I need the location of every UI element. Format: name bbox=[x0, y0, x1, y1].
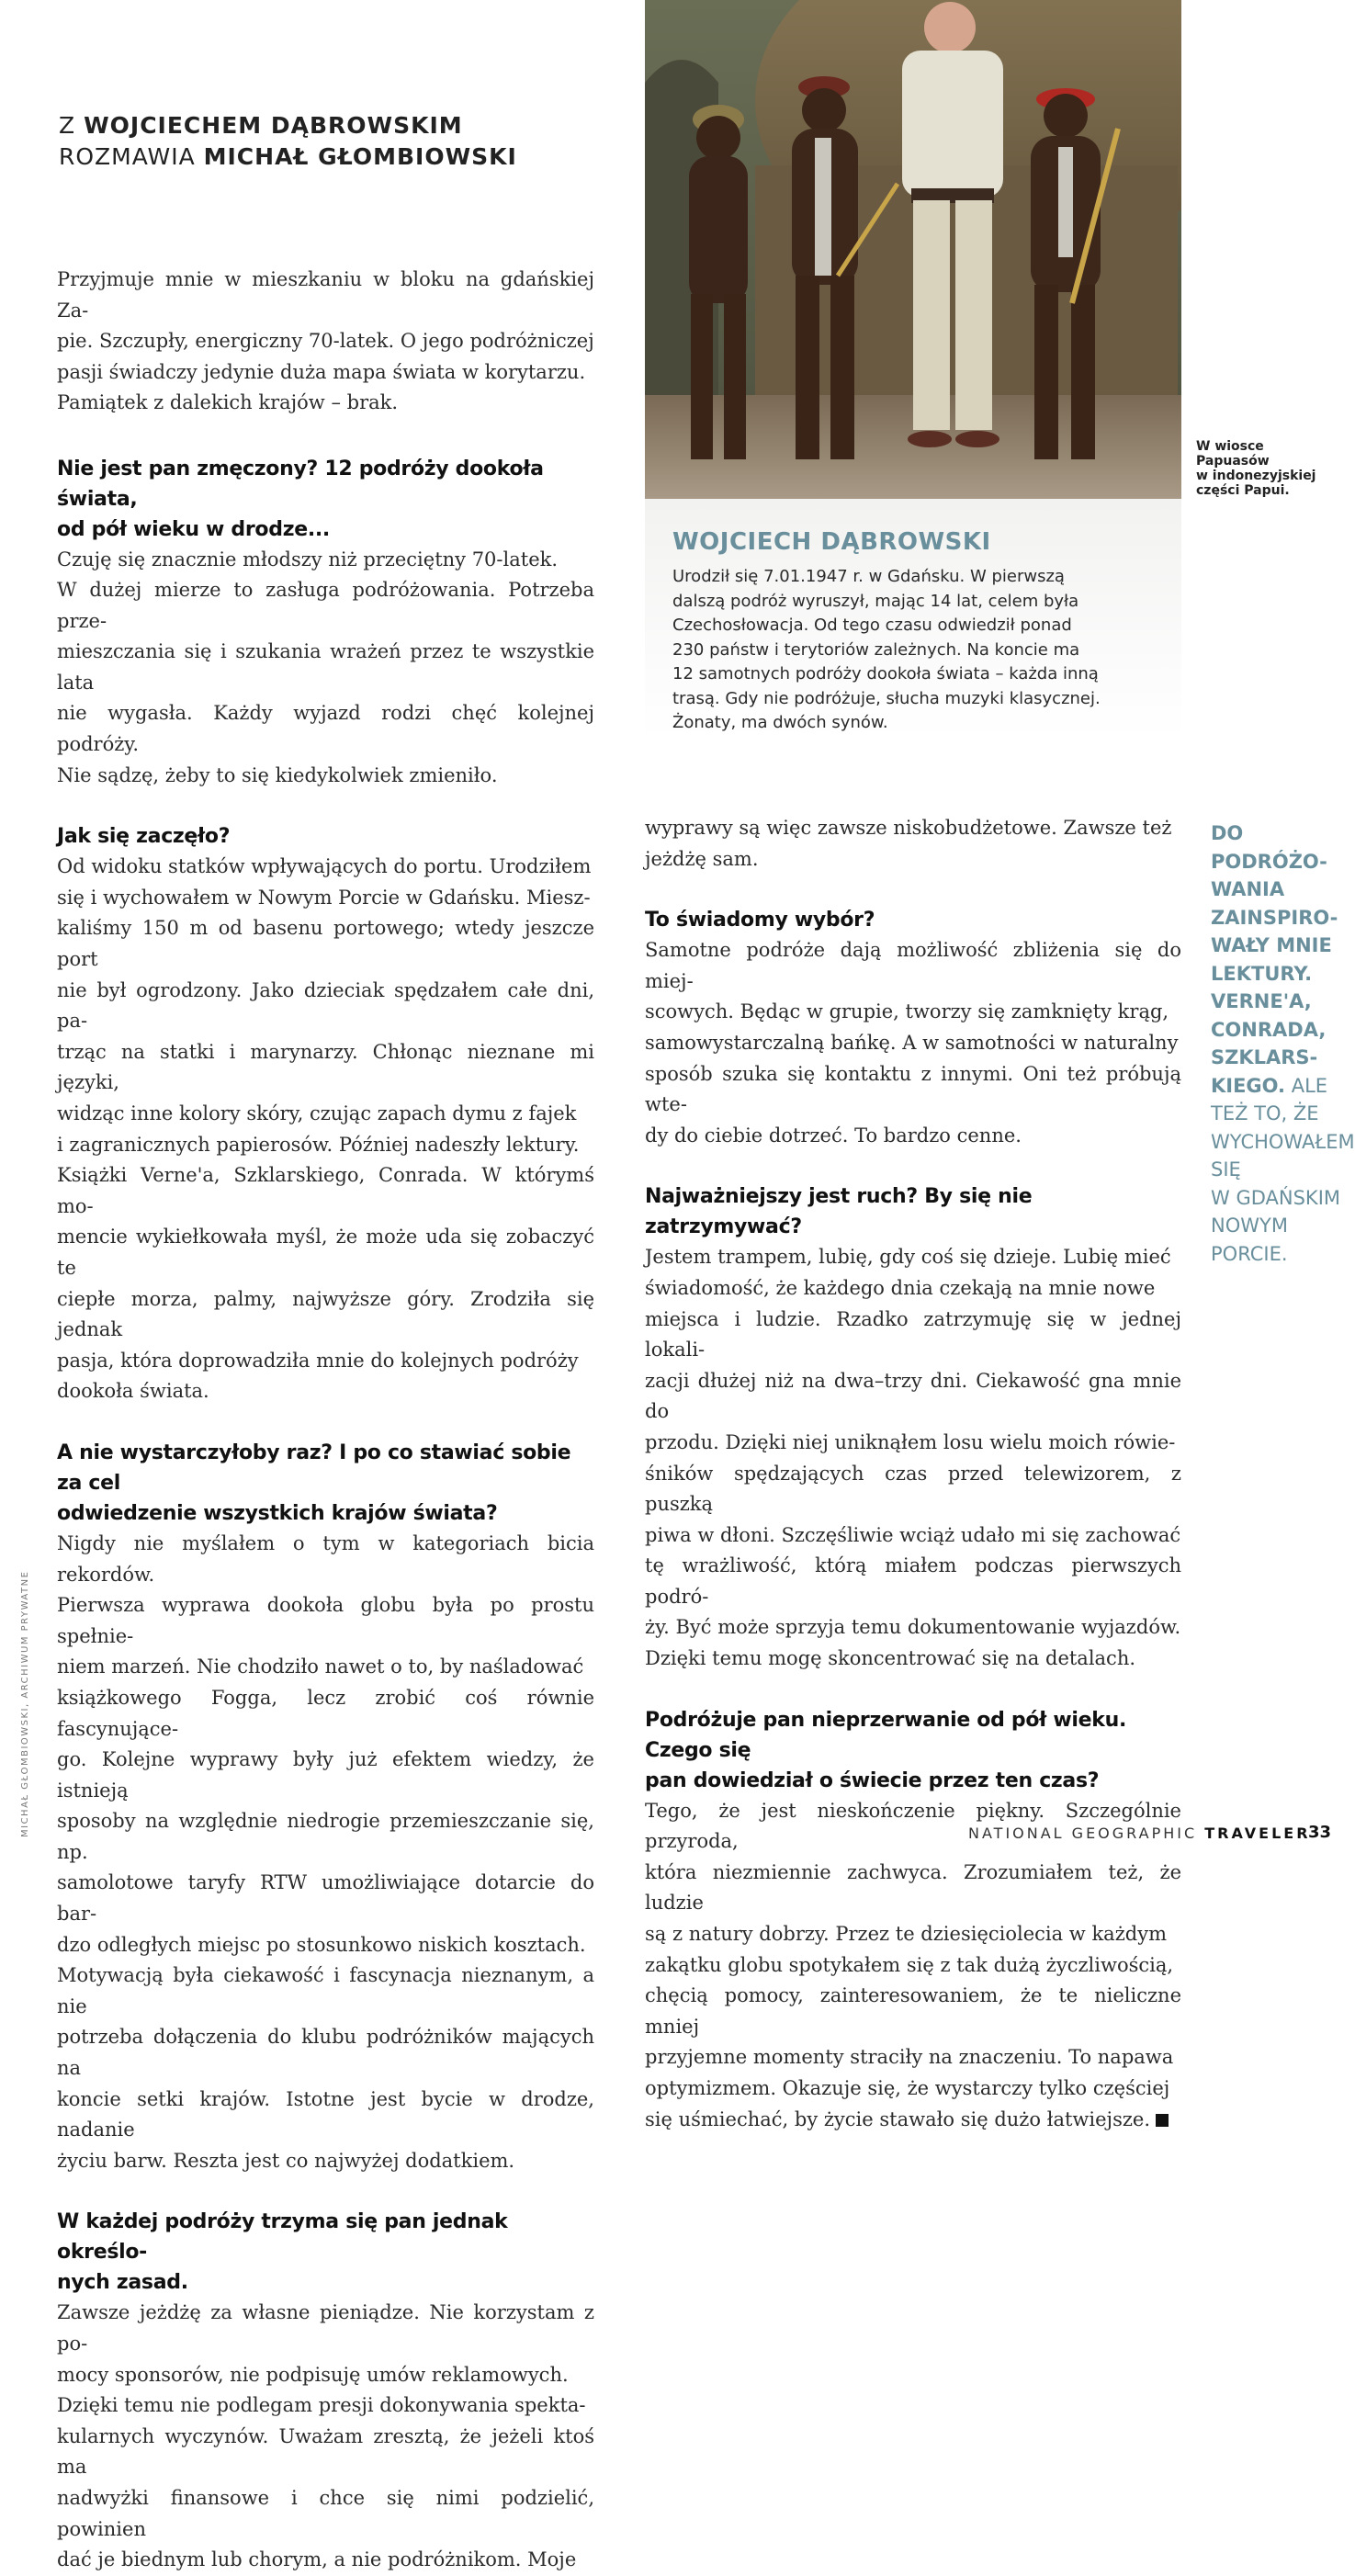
pull-quote-line bbox=[1211, 1072, 1349, 1101]
answer-line: Pierwsza wyprawa dookoła globu była po prostu spełnie- bbox=[57, 1594, 594, 1647]
answer-line: nie wygasła. Każdy wyjazd rodzi chęć kolejnej podróży. bbox=[57, 702, 594, 756]
caption-line: W wiosce bbox=[1196, 439, 1264, 454]
answer-line: która niezmiennie zachwyca. Zrozumiałem też, że ludzie bbox=[645, 1860, 1181, 1915]
answer-line: świadomość, że każdego dnia czekają na mnie nowe bbox=[645, 1276, 1156, 1299]
answer-line: są z natury dobrzy. Przez te dziesięciolecia w każdym bbox=[645, 1923, 1167, 1946]
answer-line: trząc na statki i marynarzy. Chłonąc nieznane mi języki, bbox=[57, 1040, 594, 1094]
lead-paragraph bbox=[57, 265, 594, 419]
photo-illustration bbox=[645, 0, 1181, 499]
byline-line-2 bbox=[59, 141, 517, 173]
question-heading: od pół wieku w drodze... bbox=[57, 517, 330, 541]
answer-line: samowystarczalną bańkę. A w samotności w naturalny bbox=[645, 1031, 1179, 1054]
caption-line: części Papui. bbox=[1196, 483, 1290, 498]
answer-line: Nie sądzę, żeby to się kiedykolwiek zmieniło. bbox=[57, 763, 498, 786]
answer-line: sposoby na względnie niedrogie przemieszczanie się, np. bbox=[57, 1810, 594, 1863]
answer-line: W dużej mierze to zasługa podróżowania. Potrzeba prze- bbox=[57, 579, 594, 632]
answer-line: dać je biednym lub chorym, a nie podróżnikom. Moje bbox=[57, 2548, 577, 2571]
answer-line: nadwyżki finansowe i chce się nimi podzielić, powinien bbox=[57, 2486, 594, 2540]
answer-line: widząc inne kolory skóry, czując zapach dymu z fajek bbox=[57, 1102, 577, 1124]
answer-line: niem marzeń. Nie chodziło nawet o to, by naśladować bbox=[57, 1655, 584, 1678]
bio-line: Żonaty, ma dwóch synów. bbox=[672, 713, 888, 732]
pull-quote-line: WYCHOWAŁEM bbox=[1211, 1130, 1355, 1153]
pull-quote-line: WANIA bbox=[1211, 878, 1285, 900]
byline-line-1 bbox=[59, 110, 517, 141]
answer-line: chęcią pomocy, zainteresowaniem, że te nieliczne mniej bbox=[645, 1984, 1181, 2038]
bio-line: 230 państw i terytoriów zależnych. Na koncie ma bbox=[672, 639, 1080, 660]
answer-line: kularnych wyczynów. Uważam zresztą, że jeżeli ktoś ma bbox=[57, 2424, 594, 2479]
answer-line: Motywacją była ciekawość i fascynacja nieznanym, a nie bbox=[57, 1964, 594, 2017]
question-heading: To świadomy wybór? bbox=[645, 909, 875, 932]
answer-line: Czuję się znacznie młodszy niż przeciętny 70-latek. bbox=[57, 548, 559, 571]
photo-credit: MICHAŁ GŁOMBIOWSKI, ARCHIWUM PRYWATNE bbox=[20, 1570, 30, 1837]
pull-quote-text: KIEGO. bbox=[1211, 1074, 1286, 1097]
pull-quote-line: CONRADA, bbox=[1211, 1018, 1327, 1041]
pull-quote-line: LEKTURY. bbox=[1211, 962, 1313, 985]
answer-line: się i wychowałem w Nowym Porcie w Gdańsku. Miesz- bbox=[57, 886, 591, 909]
answer-line: koncie setki krajów. Istotne jest bycie w drodze, nadanie bbox=[57, 2087, 594, 2141]
question-heading: Jak się zaczęło? bbox=[57, 825, 231, 849]
pull-quote-line: NOWYM bbox=[1211, 1215, 1288, 1237]
article-column-middle bbox=[645, 813, 1181, 2135]
bio-line: 12 samotnych podróży dookoła świata – każda inną bbox=[672, 664, 1099, 684]
bio-line: trasą. Gdy nie podróżuje, słucha muzyki klasycznej. bbox=[672, 688, 1101, 708]
pull-quote-line: SIĘ bbox=[1211, 1158, 1241, 1181]
answer-line: potrzeba dołączenia do klubu podróżników mających na bbox=[57, 2026, 594, 2080]
answer-line-final bbox=[645, 2105, 1181, 2136]
byline-prefix: ROZMAWIA bbox=[59, 143, 204, 170]
answer-line: Zawsze jeżdżę za własne pieniądze. Nie korzystam z po- bbox=[57, 2301, 594, 2355]
answer-line: zakątku globu spotykałem się z tak dużą życzliwością, bbox=[645, 1953, 1174, 1976]
pull-quote-line: W GDAŃSKIM bbox=[1211, 1186, 1341, 1209]
lead-line: Przyjmuje mnie w mieszkaniu w bloku na gdańskiej Za- bbox=[57, 268, 594, 322]
question-heading: nych zasad. bbox=[57, 2271, 188, 2295]
answer-line: sposób szuka się kontaktu z innymi. Oni też próbują wte- bbox=[645, 1062, 1181, 1116]
pull-quote-line: PORCIE. bbox=[1211, 1242, 1288, 1265]
answer-line: nie był ogrodzony. Jako dzieciak spędzałem całe dni, pa- bbox=[57, 978, 594, 1033]
bio-line: Urodził się 7.01.1947 r. w Gdańsku. W pierwszą bbox=[672, 567, 1065, 586]
answer-line: Dzięki temu mogę skoncentrować się na detalach. bbox=[645, 1647, 1136, 1670]
question-heading: odwiedzenie wszystkich krajów świata? bbox=[57, 1501, 498, 1525]
pull-quote-line: WAŁY MNIE bbox=[1211, 934, 1332, 956]
bio-title: WOJCIECH DĄBROWSKI bbox=[672, 528, 991, 556]
answer-line: scowych. Będąc w grupie, tworzy się zamknięty krąg, bbox=[645, 1000, 1169, 1023]
interviewer-name: MICHAŁ GŁOMBIOWSKI bbox=[203, 143, 517, 170]
answer-line: książkowego Fogga, lecz zrobić coś równie fascynujące- bbox=[57, 1686, 594, 1740]
answer-line: przodu. Dzięki niej uniknąłem losu wielu moich rówie- bbox=[645, 1430, 1176, 1453]
lead-line: Pamiątek z dalekich krajów – brak. bbox=[57, 391, 399, 413]
article-column-left bbox=[57, 265, 594, 2576]
footer bbox=[968, 1825, 1311, 1842]
photo-caption bbox=[1196, 439, 1334, 498]
answer-line: Nigdy nie myślałem o tym w kategoriach bicia rekordów. bbox=[57, 1531, 594, 1586]
answer-line: Jestem trampem, lubię, gdy coś się dzieje. Lubię mieć bbox=[645, 1246, 1171, 1269]
answer-line: dy do ciebie dotrzeć. To bardzo cenne. bbox=[645, 1124, 1022, 1147]
answer-line: ży. Być może sprzyja temu dokumentowanie wyjazdów. bbox=[645, 1616, 1181, 1639]
answer-line: Samotne podróże dają możliwość zbliżenia się do miej- bbox=[645, 939, 1181, 992]
answer-line: mocy sponsorów, nie podpisuję umów reklamowych. bbox=[57, 2363, 569, 2386]
byline-prefix: Z bbox=[59, 112, 85, 139]
interviewee-name: WOJCIECHEM DĄBROWSKIM bbox=[84, 112, 463, 139]
answer-line: przyjemne momenty straciły na znaczeniu. To napawa bbox=[645, 2046, 1174, 2069]
answer-line: optymizmem. Okazuje się, że wystarczy tylko częściej bbox=[645, 2077, 1170, 2099]
answer-line: tę wrażliwość, którą miałem podczas pierwszych podró- bbox=[645, 1554, 1181, 1608]
answer-line: pasja, która doprowadziła mnie do kolejnych podróży bbox=[57, 1349, 579, 1372]
answer-line: dookoła świata. bbox=[57, 1380, 209, 1403]
answer-line: wyprawy są więc zawsze niskobudżetowe. Zawsze też bbox=[645, 817, 1172, 839]
answer-line: ciepłe morza, palmy, najwyższe góry. Zrodziła się jednak bbox=[57, 1287, 594, 1341]
caption-line: w indonezyjskiej bbox=[1196, 469, 1316, 483]
pull-quote-line: TEŻ TO, ŻE bbox=[1211, 1102, 1319, 1124]
magazine-name: NATIONAL GEOGRAPHIC bbox=[968, 1825, 1205, 1842]
bio-box bbox=[672, 528, 1132, 736]
answer-text: się uśmiechać, by życie stawało się dużo łatwiejsze. bbox=[645, 2107, 1151, 2130]
question-heading: Nie jest pan zmęczony? 12 podróży dookoła świata, bbox=[57, 457, 544, 511]
answer-line: mencie wykiełkowała myśl, że może uda się zobaczyć te bbox=[57, 1226, 594, 1279]
answer-line: piwa w dłoni. Szczęśliwie wciąż udało mi się zachować bbox=[645, 1523, 1181, 1546]
answer-line: samolotowe taryfy RTW umożliwiające dotarcie do bar- bbox=[57, 1871, 594, 1926]
answer-line: mieszczania się i szukania wrażeń przez te wszystkie lata bbox=[57, 640, 594, 694]
pull-quote-line: DO bbox=[1211, 822, 1244, 844]
answer-line: śników spędzających czas przed telewizorem, z puszką bbox=[645, 1462, 1181, 1516]
magazine-brand: TRAVELER bbox=[1204, 1825, 1311, 1842]
answer-line: życiu barw. Reszta jest co najwyżej dodatkiem. bbox=[57, 2149, 515, 2172]
bio-line: dalszą podróż wyruszył, mając 14 lat, celem była bbox=[672, 591, 1079, 611]
answer-line: miejsca i ludzie. Rzadko zatrzymuję się w jednej lokali- bbox=[645, 1307, 1181, 1361]
answer-line: kaliśmy 150 m od basenu portowego; wtedy jeszcze port bbox=[57, 917, 594, 971]
answer-line: Tego, że jest nieskończenie piękny. Szczególnie przyroda, bbox=[645, 1799, 1181, 1853]
answer-line: Książki Verne'a, Szklarskiego, Conrada. W którymś mo- bbox=[57, 1164, 594, 1217]
question-heading: Podróżuje pan nieprzerwanie od pół wieku. Czego się bbox=[645, 1708, 1127, 1762]
pull-quote-text: ALE bbox=[1285, 1074, 1328, 1097]
bio-line: Czechosłowacja. Od tego czasu odwiedził ponad bbox=[672, 616, 1072, 635]
answer-line: zacji dłużej niż na dwa–trzy dni. Ciekawość gna mnie do bbox=[645, 1369, 1181, 1423]
photo-papuan-village bbox=[645, 0, 1181, 499]
answer-line: i zagranicznych papierosów. Później nadeszły lektury. bbox=[57, 1133, 580, 1156]
question-heading: W każdej podróży trzyma się pan jednak określo- bbox=[57, 2210, 508, 2265]
answer-line: Od widoku statków wpływających do portu. Urodziłem bbox=[57, 855, 592, 878]
end-mark-icon bbox=[1156, 2114, 1169, 2127]
answer-line: dzo odległych miejsc po stosunkowo niskich kosztach. bbox=[57, 1933, 586, 1956]
pull-quote-line: ZAINSPIRO- bbox=[1211, 906, 1338, 929]
page-number: 33 bbox=[1308, 1823, 1332, 1842]
answer-line: jeżdżę sam. bbox=[645, 847, 759, 870]
pull-quote-line: SZKLARS- bbox=[1211, 1046, 1318, 1068]
question-heading: Najważniejszy jest ruch? By się nie zatrzymywać? bbox=[645, 1185, 1033, 1239]
pull-quote bbox=[1211, 819, 1355, 1268]
question-heading: pan dowiedział o świecie przez ten czas? bbox=[645, 1768, 1100, 1792]
answer-line: go. Kolejne wyprawy były już efektem wiedzy, że istnieją bbox=[57, 1748, 594, 1802]
question-heading: A nie wystarczyłoby raz? I po co stawiać sobie za cel bbox=[57, 1441, 571, 1495]
byline bbox=[59, 110, 517, 173]
lead-line: pie. Szczupły, energiczny 70-latek. O jego podróżniczej bbox=[57, 330, 594, 352]
answer-line: Dzięki temu nie podlegam presji dokonywania spekta- bbox=[57, 2394, 586, 2417]
pull-quote-line: VERNE'A, bbox=[1211, 990, 1312, 1012]
lead-line: pasji świadczy jedynie duża mapa świata w korytarzu. bbox=[57, 360, 586, 383]
pull-quote-line: PODRÓŻO- bbox=[1211, 850, 1327, 873]
caption-line: Papuasów bbox=[1196, 454, 1270, 469]
